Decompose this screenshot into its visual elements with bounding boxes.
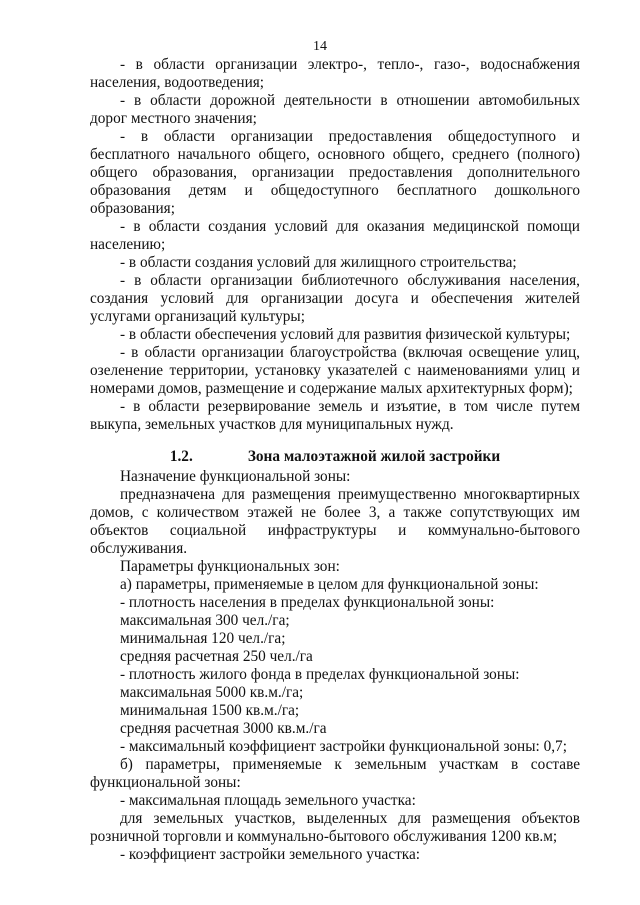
max-area-text: для земельных участков, выделенных для размещения объектов розничной торговли и коммунально-бытового обслуживания 1200 кв.м; xyxy=(90,810,580,845)
list-item: - в области создания условий для оказания медицинской помощи населению; xyxy=(90,218,580,253)
params-a-label: а) параметры, применяемые в целом для функциональной зоны: xyxy=(120,576,539,593)
purpose-label: Назначение функциональной зоны: xyxy=(120,468,351,485)
list-item: - в области организации предоставления общедоступного и бесплатного начального общего, основного общего, среднего (полного) общего образования, организации предоставления дополнительного образования детям и общедоступного бесплатного дошкольного образования; xyxy=(90,128,580,217)
population-min: минимальная 120 чел./га; xyxy=(120,630,286,647)
params-label: Параметры функциональных зон: xyxy=(120,558,340,575)
list-item: - в области организации электро-, тепло-, газо-, водоснабжения населения, водоотведения; xyxy=(90,56,580,91)
list-item: - в области организации библиотечного обслуживания населения, создания условий для организации досуга и обеспечения жителей услугами организаций культуры; xyxy=(90,272,580,325)
housing-max: максимальная 5000 кв.м./га; xyxy=(120,684,304,701)
page-number: 14 xyxy=(313,39,327,54)
document-body xyxy=(90,56,580,864)
params-b-label: б) параметры, применяемые к земельным участкам в составе функциональной зоны: xyxy=(90,756,580,791)
purpose-text: предназначена для размещения преимущественно многоквартирных домов, с количеством этажей не более 3, а также сопутствующих им объектов социальной инфраструктуры и коммунально-бытового обслуживания. xyxy=(90,486,580,557)
list-item: - в области создания условий для жилищного строительства; xyxy=(120,254,517,271)
housing-density-label: - плотность жилого фонда в пределах функциональной зоны: xyxy=(120,666,520,683)
list-item: - в области обеспечения условий для развития физической культуры; xyxy=(120,326,571,343)
coefficient-label: - коэффициент застройки земельного участка: xyxy=(120,846,421,863)
population-avg: средняя расчетная 250 чел./га xyxy=(120,648,313,665)
housing-avg: средняя расчетная 3000 кв.м./га xyxy=(120,720,327,737)
section-number: 1.2. xyxy=(169,448,193,465)
section-heading xyxy=(90,448,580,466)
population-density-label: - плотность населения в пределах функциональной зоны: xyxy=(120,594,495,611)
list-item: - в области дорожной деятельности в отношении автомобильных дорог местного значения; xyxy=(90,92,580,127)
max-coefficient: - максимальный коэффициент застройки функциональной зоны: 0,7; xyxy=(120,738,567,755)
housing-min: минимальная 1500 кв.м./га; xyxy=(120,702,300,719)
list-item: - в области организации благоустройства (включая освещение улиц, озеленение территории, установку указателей с наименованиями улиц и номерами домов, размещение и содержание малых архитектурных форм); xyxy=(90,344,580,397)
list-item: - в области резервирование земель и изъятие, в том числе путем выкупа, земельных участков для муниципальных нужд. xyxy=(90,398,580,433)
max-area-label: - максимальная площадь земельного участка: xyxy=(120,792,416,809)
population-max: максимальная 300 чел./га; xyxy=(120,612,290,629)
section-title: Зона малоэтажной жилой застройки xyxy=(247,448,501,465)
